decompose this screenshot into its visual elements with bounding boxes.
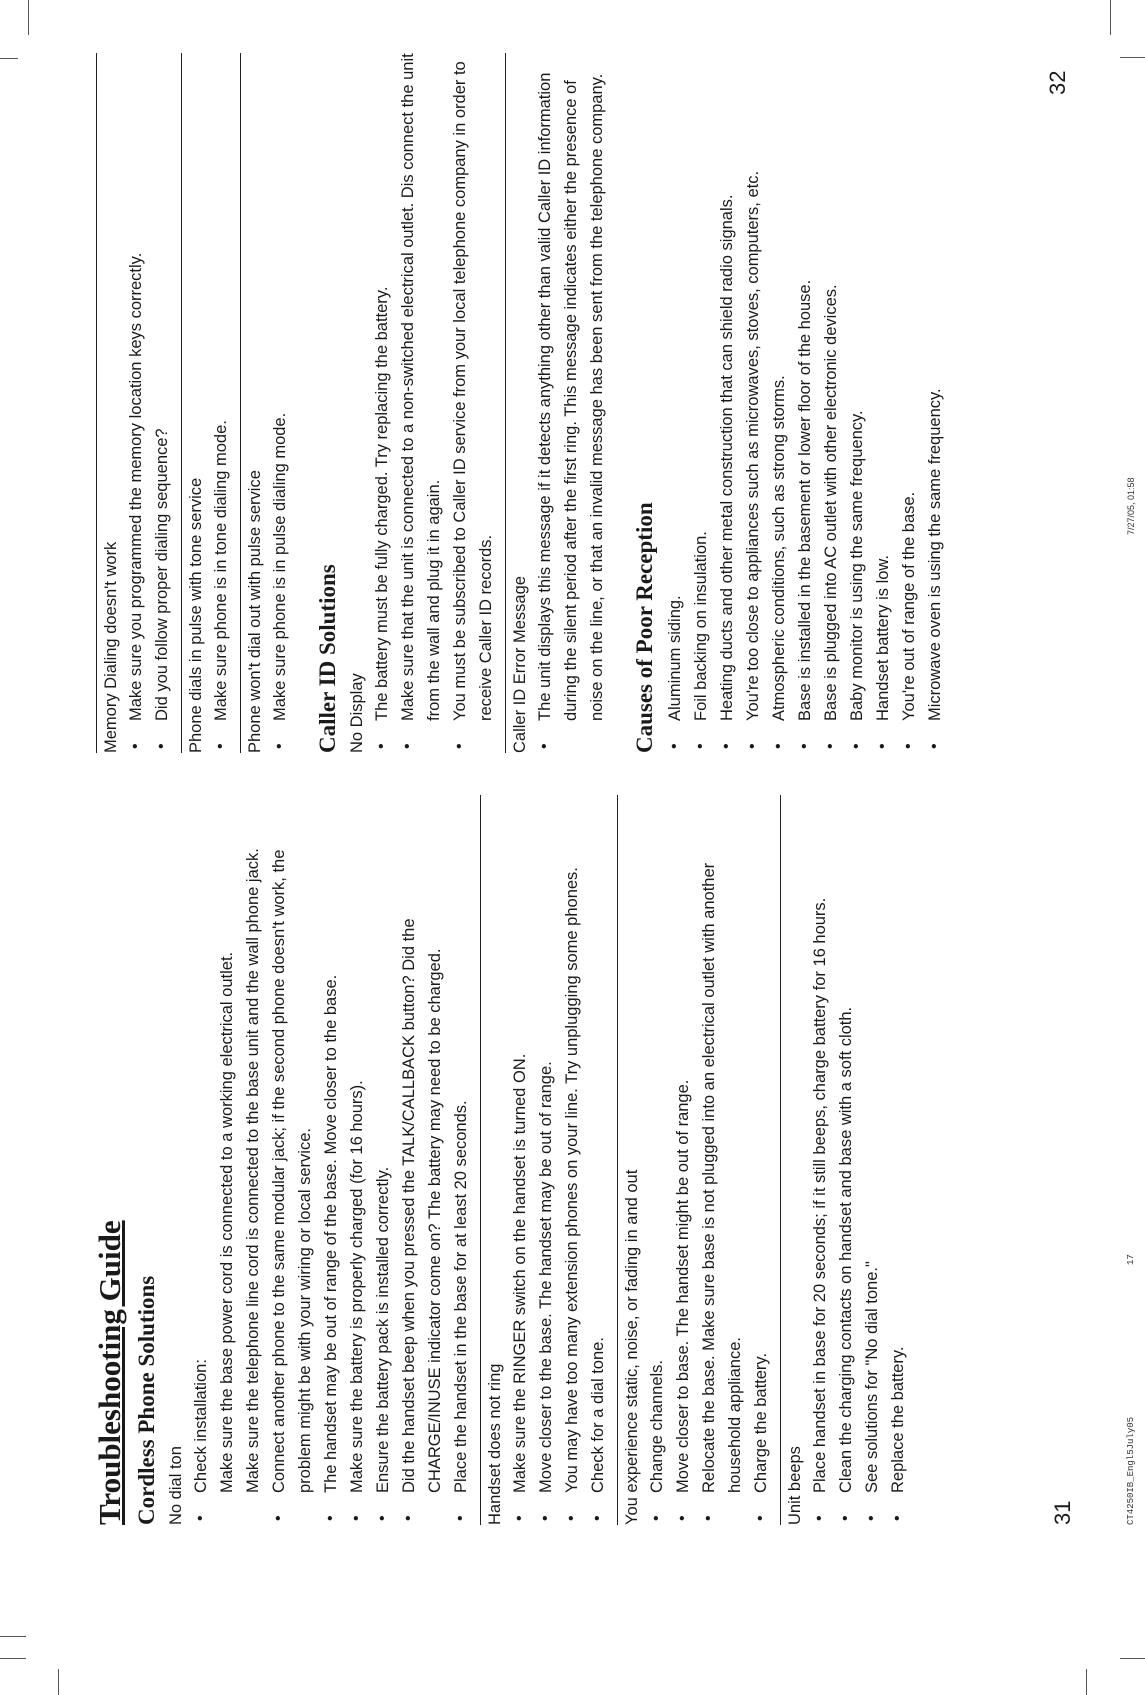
list-item: • You must be subscribed to Caller ID service from your local telephone company in order to receive Caller ID records.: [447, 53, 499, 753]
group-heading: Phone dials in pulse with tone service: [187, 477, 205, 753]
group-no-dial-tone: [164, 795, 476, 1525]
bullet-list: [807, 795, 911, 1525]
list-item: • The battery must be fully charged. Try replacing the battery.: [369, 53, 395, 753]
list-item: • Baby monitor is using the same frequency.: [844, 53, 870, 753]
bullet-icon: •: [718, 743, 735, 749]
bullet-list-reception: [662, 53, 948, 753]
list-item: • Replace the battery.: [885, 795, 911, 1525]
group-pulse-with-tone: [181, 53, 236, 753]
group-heading: No Display: [348, 673, 366, 753]
list-item: • Handset battery is low.: [870, 53, 896, 753]
bullet-icon: •: [322, 1515, 339, 1521]
list-item: • Ensure the battery pack is installed correctly.: [370, 795, 396, 1525]
sub-item: Make sure the telephone line cord is connected to the base unit and the wall phone jack.: [244, 848, 262, 1493]
bullet-icon: •: [192, 1515, 209, 1521]
group-callerid-error: [505, 53, 612, 753]
group-memory-dialing: [96, 53, 177, 753]
bullet-icon: •: [874, 743, 891, 749]
group-heading: Handset does not ring: [486, 1363, 504, 1525]
bullet-icon: •: [674, 1515, 691, 1521]
bullet-icon: •: [348, 1515, 365, 1521]
list-item: • Make sure the RINGER switch on the handset is turned ON.: [507, 795, 533, 1525]
list-item: • Did the handset beep when you pressed the TALK/CALLBACK button? Did the CHARGE/INUSE indicator come on? The battery may need to be charged.: [396, 795, 448, 1525]
group-heading: Unit beeps: [786, 1446, 804, 1525]
list-item: • Make sure you programmed the memory location keys correctly.: [123, 53, 149, 753]
list-item: • Make sure phone is in tone dialing mode.: [208, 53, 234, 753]
bullet-icon: •: [666, 743, 683, 749]
bullet-icon: •: [374, 1515, 391, 1521]
bullet-icon: •: [648, 1515, 665, 1521]
bullet-icon: •: [811, 1515, 828, 1521]
bullet-list: [188, 795, 214, 1525]
group-no-display: [345, 53, 501, 753]
bullet-icon: •: [537, 1515, 554, 1521]
bullet-icon: •: [889, 1515, 906, 1521]
bullet-icon: •: [692, 743, 709, 749]
page-title: Troubleshooting Guide: [92, 1220, 127, 1525]
bullet-icon: •: [399, 743, 416, 749]
bullet-list: [208, 53, 234, 753]
group-unit-beeps: [780, 795, 913, 1525]
list-item: • Make sure phone is in pulse dialing mode.: [267, 53, 293, 753]
page-number-right: 32: [1045, 70, 1070, 95]
footer-filename: CT4250IB_Engl5July05: [1126, 1416, 1136, 1525]
group-static-noise: [617, 795, 776, 1525]
list-item: • Atmospheric conditions, such as strong storms.: [766, 53, 792, 753]
bullet-list: [644, 795, 774, 1525]
group-heading: No dial ton: [167, 1446, 185, 1525]
sub-item: Make sure the base power cord is connected to a working electrical outlet.: [218, 951, 236, 1493]
bullet-icon: •: [373, 743, 390, 749]
bullet-icon: •: [900, 743, 917, 749]
bullet-icon: •: [752, 1515, 769, 1521]
section-heading-callerid: Caller ID Solutions: [315, 564, 340, 753]
list-item: • You're too close to appliances such as microwaves, stoves, computers, etc.: [740, 53, 766, 753]
group-heading: Phone won't dial out with pulse service: [246, 470, 264, 753]
bullet-list: [123, 53, 175, 753]
group-handset-no-ring: [480, 795, 613, 1525]
bullet-list: [369, 53, 499, 753]
bullet-list: [507, 795, 611, 1525]
list-item: • Did you follow proper dialing sequence?: [149, 53, 175, 753]
bullet-icon: •: [153, 743, 170, 749]
list-item: • Check installation:: [188, 795, 214, 1525]
list-item: • You're out of range of the base.: [896, 53, 922, 753]
list-item: • Make sure that the unit is connected to a non-switched electrical outlet. Dis connect the unit from the wall and plug it in again.: [395, 53, 447, 753]
bullet-icon: •: [926, 743, 943, 749]
list-item: • See solutions for "No dial tone.": [859, 795, 885, 1525]
bullet-icon: •: [271, 743, 288, 749]
bullet-list: [532, 53, 610, 753]
list-item: • Microwave oven is using the same frequency.: [922, 53, 948, 753]
bullet-icon: •: [127, 743, 144, 749]
bullet-icon: •: [270, 1515, 287, 1521]
list-item: • Aluminum siding.: [662, 53, 688, 753]
bullet-icon: •: [511, 1515, 528, 1521]
list-item: • You may have too many extension phones on your line. Try unplugging some phones.: [559, 795, 585, 1525]
list-item: • Place handset in base for 20 seconds; if it still beeps, charge battery for 16 hours.: [807, 795, 833, 1525]
list-item: • Heating ducts and other metal construction that can shield radio signals.: [714, 53, 740, 753]
group-no-pulse-dial: [240, 53, 295, 753]
bullet-icon: •: [212, 743, 229, 749]
bullet-icon: •: [822, 743, 839, 749]
footer-sheet-number: 17: [1126, 1254, 1136, 1265]
list-item: • Relocate the base. Make sure base is not plugged into an electrical outlet with another household appliance.: [696, 795, 748, 1525]
list-item: • Charge the battery.: [748, 795, 774, 1525]
bullet-icon: •: [796, 743, 813, 749]
bullet-icon: •: [700, 1515, 717, 1521]
bullet-icon: •: [863, 1515, 880, 1521]
group-heading: Caller ID Error Message: [511, 576, 529, 753]
bullet-icon: •: [744, 743, 761, 749]
list-item: • Move closer to base. The handset might be out of range.: [670, 795, 696, 1525]
list-item: • Base is installed in the basement or lower floor of the house.: [792, 53, 818, 753]
list-item: • Place the handset in the base for at least 20 seconds.: [448, 795, 474, 1525]
list-item: • Move closer to the base. The handset may be out of range.: [533, 795, 559, 1525]
left-page: [92, 795, 913, 1525]
list-item: • Foil backing on insulation.: [688, 53, 714, 753]
bullet-icon: •: [837, 1515, 854, 1521]
bullet-list: [266, 795, 474, 1525]
list-item: • Connect another phone to the same modular jack; if the second phone doesn't work, the problem might be with your wiring or local service.: [266, 795, 318, 1525]
section-heading-cordless: Cordless Phone Solutions: [134, 1275, 159, 1525]
right-page: [92, 53, 948, 753]
list-item: • Change channels.: [644, 795, 670, 1525]
page-number-left: 31: [1050, 1500, 1075, 1525]
bullet-icon: •: [452, 1515, 469, 1521]
bullet-icon: •: [451, 743, 468, 749]
group-heading: Memory Dialing doesn't work: [102, 541, 120, 753]
footer-timestamp: 7/27/05, 01:58: [1126, 477, 1136, 535]
list-item: • Check for a dial tone.: [585, 795, 611, 1525]
list-item: • Clean the charging contacts on handset and base with a soft cloth.: [833, 795, 859, 1525]
list-item: • The handset may be out of range of the base. Move closer to the base.: [318, 795, 344, 1525]
bullet-icon: •: [563, 1515, 580, 1521]
list-item: • Base is plugged into AC outlet with other electronic devices.: [818, 53, 844, 753]
bullet-list: [267, 53, 293, 753]
bullet-icon: •: [770, 743, 787, 749]
group-heading: You experience static, noise, or fading in and out: [623, 1169, 641, 1525]
list-item: • The unit displays this message if it detects anything other than valid Caller ID information during the silent period after the first ring. This message indicates either the presence of noise on the line, or that an invalid message has been sent from the telephone company.: [532, 53, 610, 753]
list-item: • Make sure the battery is properly charged (for 16 hours).: [344, 795, 370, 1525]
bullet-icon: •: [400, 1515, 417, 1521]
bullet-icon: •: [536, 743, 553, 749]
bullet-icon: •: [848, 743, 865, 749]
bullet-icon: •: [589, 1515, 606, 1521]
section-heading-reception: Causes of Poor Reception: [632, 502, 657, 753]
